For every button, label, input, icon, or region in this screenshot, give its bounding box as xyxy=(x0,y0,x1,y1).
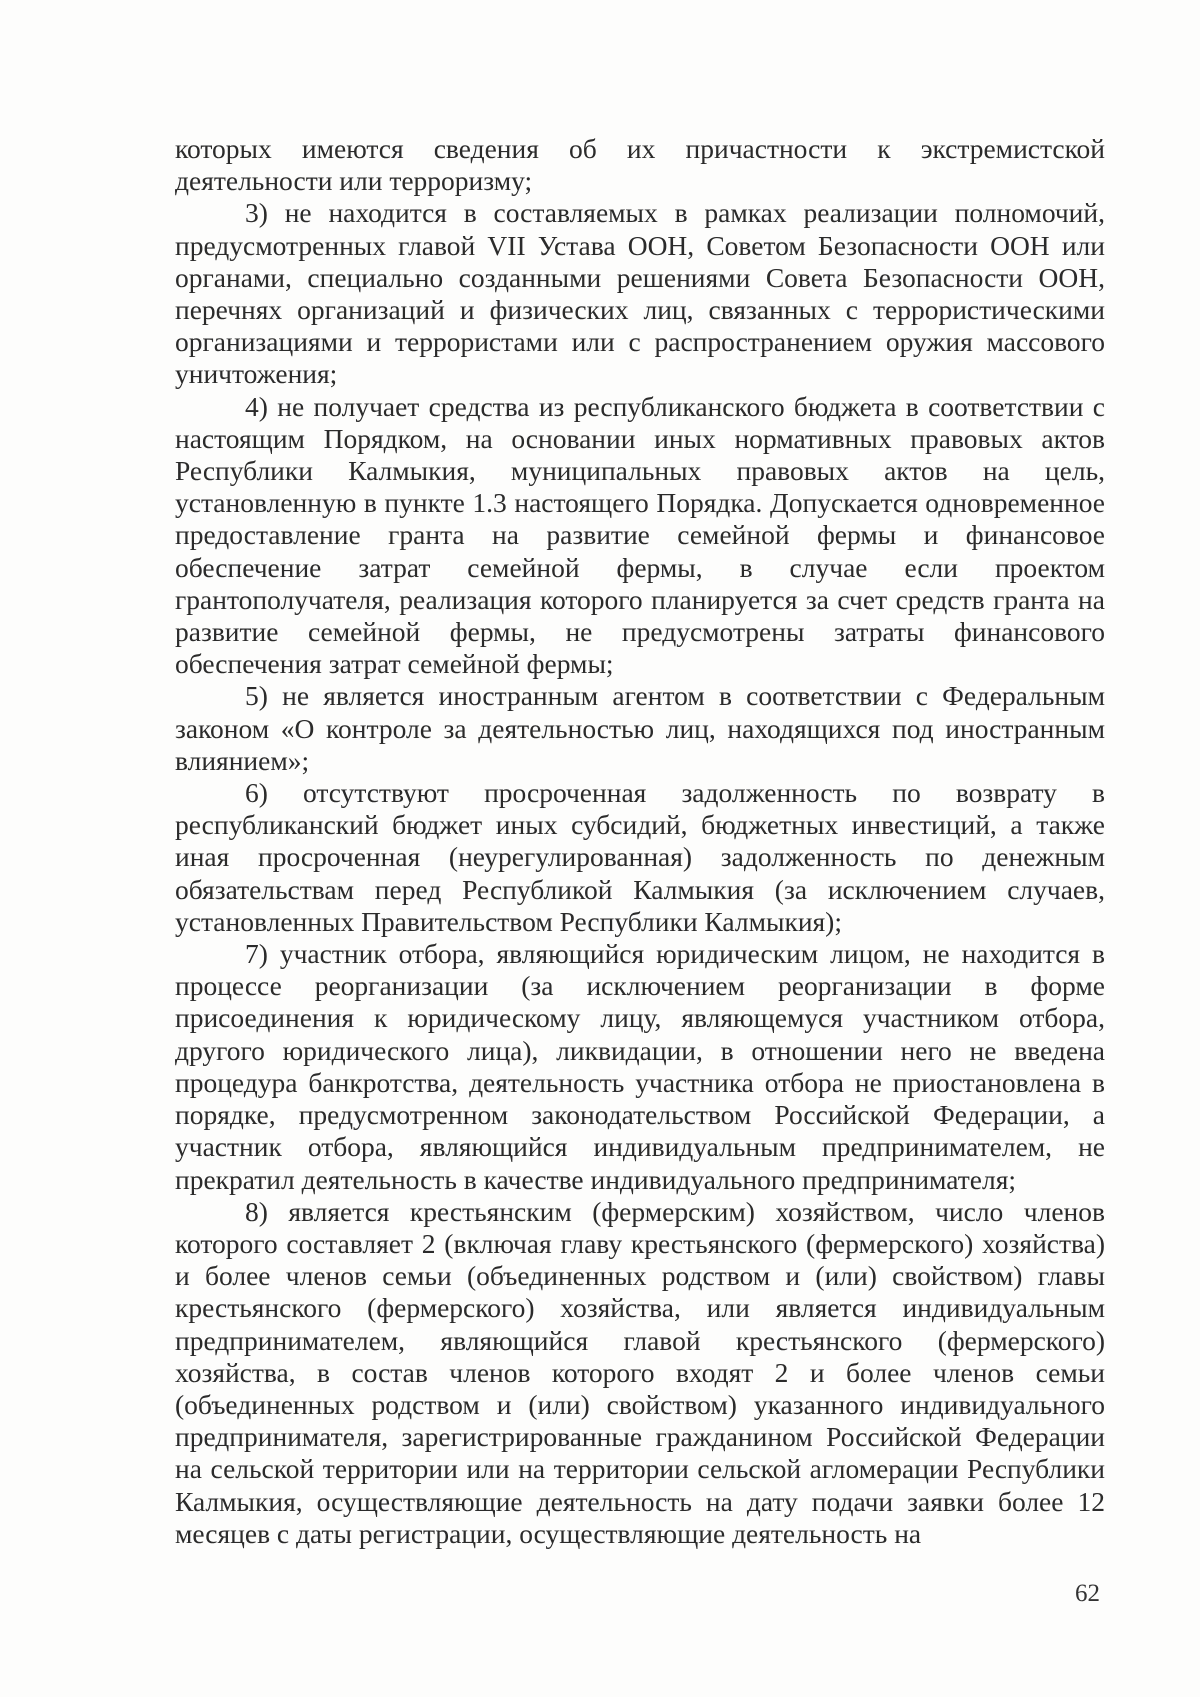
paragraph-continuation: которых имеются сведения об их причастности к экстремистской деятельности или терроризму; xyxy=(175,133,1105,197)
paragraph-item-8: 8) является крестьянским (фермерским) хозяйством, число членов которого составляет 2 (включая главу крестьянского (фермерского) хозяйства) и более членов семьи (объединенных родством и (или) свойством) главы крестьянского (фермерского) хозяйства, или является индивидуальным предпринимателем, являющийся главой крестьянского (фермерского) хозяйства, в состав членов которого входят 2 и более членов семьи (объединенных родством и (или) свойством) указанного индивидуального предпринимателя, зарегистрированные гражданином Российской Федерации на сельской территории или на территории сельской агломерации Республики Калмыкия, осуществляющие деятельность на дату подачи заявки более 12 месяцев с даты регистрации, осуществляющие деятельность на xyxy=(175,1195,1105,1549)
paragraph-item-3: 3) не находится в составляемых в рамках реализации полномочий, предусмотренных главой VII Устава ООН, Советом Безопасности ООН или органами, специально созданными решениями Совета Безопасности ООН, перечнях организаций и физических лиц, связанных с террористическими организациями и террористами или с распространением оружия массового уничтожения; xyxy=(175,197,1105,390)
paragraph-item-5: 5) не является иностранным агентом в соответствии с Федеральным законом «О контроле за деятельностью лиц, находящихся под иностранным влиянием»; xyxy=(175,680,1105,776)
paragraph-item-4: 4) не получает средства из республиканского бюджета в соответствии с настоящим Порядком, на основании иных нормативных правовых актов Республики Калмыкия, муниципальных правовых актов на цель, установленную в пункте 1.3 настоящего Порядка. Допускается одновременное предоставление гранта на развитие семейной фермы и финансовое обеспечение затрат семейной фермы, в случае если проектом грантополучателя, реализация которого планируется за счет средств гранта на развитие семейной фермы, не предусмотрены затраты финансового обеспечения затрат семейной фермы; xyxy=(175,390,1105,680)
paragraph-item-6: 6) отсутствуют просроченная задолженность по возврату в республиканский бюджет иных субсидий, бюджетных инвестиций, а также иная просроченная (неурегулированная) задолженность по денежным обязательствам перед Республикой Калмыкия (за исключением случаев, установленных Правительством Республики Калмыкия); xyxy=(175,777,1105,937)
document-body xyxy=(175,133,1105,1550)
page-number: 62 xyxy=(1075,1580,1100,1607)
paragraph-item-7: 7) участник отбора, являющийся юридическим лицом, не находится в процессе реорганизации (за исключением реорганизации в форме присоединения к юридическому лицу, являющемуся участником отбора, другого юридического лица), ликвидации, в отношении него не введена процедура банкротства, деятельность участника отбора не приостановлена в порядке, предусмотренном законодательством Российской Федерации, а участник отбора, являющийся индивидуальным предпринимателем, не прекратил деятельность в качестве индивидуального предпринимателя; xyxy=(175,938,1105,1195)
